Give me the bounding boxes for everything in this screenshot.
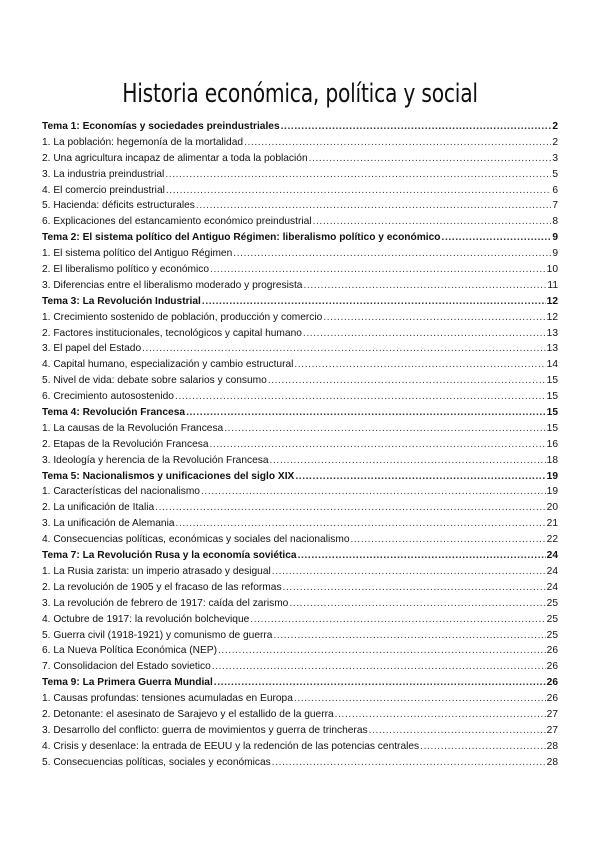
toc-dot-leader (294, 357, 545, 373)
toc-entry-title: 3. La industria preindustrial (42, 168, 165, 180)
toc-page-number: 9 (552, 232, 558, 244)
toc-section-entry[interactable] (42, 500, 558, 516)
toc-page-number: 25 (546, 597, 558, 609)
toc-page-number: 24 (546, 550, 558, 562)
toc-dot-leader (420, 739, 546, 755)
toc-page-number: 27 (546, 724, 558, 736)
toc-section-entry[interactable] (42, 659, 558, 675)
toc-page-number: 8 (552, 216, 558, 228)
toc-entry-title: 1. Causas profundas: tensiones acumuladas en Europa (42, 693, 293, 705)
toc-page-number: 10 (546, 264, 558, 276)
toc-entry-title: 2. El liberalismo político y económico (42, 264, 210, 276)
toc-entry-title: 3. Ideología y herencia de la Revolución Francesa (42, 454, 269, 466)
toc-page-number: 14 (546, 359, 558, 371)
toc-dot-leader (298, 548, 546, 564)
toc-dot-leader (196, 198, 551, 214)
toc-page-number: 13 (546, 327, 558, 339)
toc-entry-title: Tema 2: El sistema político del Antiguo Régimen: liberalismo político y económico (42, 232, 441, 244)
toc-dot-leader (273, 628, 545, 644)
toc-section-entry[interactable] (42, 739, 558, 755)
toc-page-number: 24 (546, 581, 558, 593)
toc-section-entry[interactable] (42, 596, 558, 612)
toc-page-number: 5 (552, 168, 558, 180)
toc-section-entry[interactable] (42, 246, 558, 262)
toc-dot-leader (175, 389, 546, 405)
toc-page-number: 15 (546, 407, 558, 419)
toc-chapter-entry[interactable] (42, 675, 558, 691)
toc-dot-leader (268, 373, 546, 389)
toc-dot-leader (244, 135, 551, 151)
toc-section-entry[interactable] (42, 310, 558, 326)
toc-dot-leader (212, 659, 546, 675)
toc-dot-leader (142, 341, 546, 357)
toc-section-entry[interactable] (42, 437, 558, 453)
toc-dot-leader (202, 294, 546, 310)
toc-entry-title: 2. Detonante: el asesinato de Sarajevo y el estallido de la guerra (42, 708, 334, 720)
toc-entry-title: Tema 9: La Primera Guerra Mundial (42, 677, 213, 689)
toc-section-entry[interactable] (42, 198, 558, 214)
toc-dot-leader (350, 532, 545, 548)
toc-entry-title: Tema 1: Economías y sociedades preindustriales (42, 121, 280, 132)
toc-dot-leader (270, 453, 546, 469)
toc-dot-leader (233, 246, 551, 262)
toc-dot-leader (186, 405, 546, 421)
toc-section-entry[interactable] (42, 516, 558, 532)
toc-chapter-entry[interactable] (42, 469, 558, 485)
toc-section-entry[interactable] (42, 707, 558, 723)
toc-entry-title: Tema 5: Nacionalismos y unificaciones del siglo XIX (42, 470, 295, 482)
toc-dot-leader (303, 278, 546, 294)
toc-page-number: 2 (552, 136, 558, 148)
toc-page-number: 21 (546, 518, 558, 530)
toc-page-number: 22 (546, 534, 558, 546)
toc-entry-title: 7. Consolidacion del Estado sovietico (42, 661, 211, 673)
toc-section-entry[interactable] (42, 151, 558, 167)
toc-dot-leader (201, 484, 546, 500)
toc-section-entry[interactable] (42, 357, 558, 373)
toc-dot-leader (303, 326, 546, 342)
document-title: Historia económica, política y social (122, 79, 478, 109)
toc-dot-leader (283, 580, 546, 596)
toc-chapter-entry[interactable] (42, 405, 558, 421)
toc-section-entry[interactable] (42, 421, 558, 437)
toc-page-number: 26 (546, 677, 558, 689)
toc-section-entry[interactable] (42, 532, 558, 548)
toc-section-entry[interactable] (42, 484, 558, 500)
toc-dot-leader (289, 596, 545, 612)
toc-page-number: 16 (546, 438, 558, 450)
toc-section-entry[interactable] (42, 389, 558, 405)
toc-dot-leader (335, 707, 546, 723)
toc-section-entry[interactable] (42, 612, 558, 628)
toc-section-entry[interactable] (42, 326, 558, 342)
toc-dot-leader (369, 723, 546, 739)
toc-entry-title: 4. Crisis y desenlace: la entrada de EEUU y la redención de las potencias centrales (42, 740, 420, 752)
toc-page-number: 28 (546, 740, 558, 752)
toc-section-entry[interactable] (42, 262, 558, 278)
toc-entry-title: 2. La unificación de Italia (42, 502, 155, 514)
toc-section-entry[interactable] (42, 580, 558, 596)
toc-section-entry[interactable] (42, 643, 558, 659)
toc-entry-title: 2. Una agricultura incapaz de alimentar a toda la población (42, 152, 308, 164)
toc-entry-title: 4. Octubre de 1917: la revolución bolchevique (42, 613, 250, 625)
toc-page-number: 6 (552, 184, 558, 196)
toc-section-entry[interactable] (42, 691, 558, 707)
toc-section-entry[interactable] (42, 214, 558, 230)
toc-page-number: 15 (546, 375, 558, 387)
toc-page-number: 2 (552, 121, 558, 132)
toc-dot-leader (214, 675, 546, 691)
toc-page-number: 26 (546, 693, 558, 705)
table-of-contents (42, 119, 558, 771)
toc-dot-leader (176, 516, 546, 532)
toc-section-entry[interactable] (42, 135, 558, 151)
toc-entry-title: 6. La Nueva Política Económica (NEP) (42, 645, 217, 657)
toc-section-entry[interactable] (42, 278, 558, 294)
toc-entry-title: 6. Crecimiento autosostenido (42, 391, 174, 403)
toc-page-number: 7 (552, 200, 558, 212)
toc-page-number: 25 (546, 629, 558, 641)
toc-dot-leader (281, 119, 552, 135)
toc-dot-leader (323, 310, 545, 326)
toc-entry-title: 4. Capital humano, especialización y cambio estructural (42, 359, 294, 371)
toc-page-number: 15 (546, 422, 558, 434)
toc-chapter-entry[interactable] (42, 548, 558, 564)
toc-page-number: 19 (546, 470, 558, 482)
toc-entry-title: 1. La población: hegemonía de la mortalidad (42, 136, 244, 148)
toc-entry-title: 6. Explicaciones del estancamiento económico preindustrial (42, 216, 312, 228)
toc-entry-title: Tema 7: La Revolución Rusa y la economía soviética (42, 550, 297, 562)
toc-section-entry[interactable] (42, 564, 558, 580)
toc-section-entry[interactable] (42, 723, 558, 739)
toc-dot-leader (166, 183, 551, 199)
toc-entry-title: 1. La causas de la Revolución Francesa (42, 422, 224, 434)
toc-dot-leader (272, 564, 546, 580)
toc-dot-leader (224, 421, 545, 437)
toc-dot-leader (218, 643, 546, 659)
toc-dot-leader (210, 437, 546, 453)
toc-dot-leader (294, 691, 546, 707)
toc-entry-title: 3. La unificación de Alemania (42, 518, 175, 530)
toc-entry-title: 1. Crecimiento sostenido de población, producción y comercio (42, 311, 323, 323)
toc-entry-title: 5. Nivel de vida: debate sobre salarios y consumo (42, 375, 267, 387)
toc-page-number: 3 (552, 152, 558, 164)
toc-page-number: 9 (552, 248, 558, 260)
toc-entry-title: 5. Hacienda: déficits estructurales (42, 200, 195, 212)
toc-page-number: 18 (546, 454, 558, 466)
toc-entry-title: 1. La Rusia zarista: un imperio atrasado y desigual (42, 565, 271, 577)
toc-entry-title: 3. Diferencias entre el liberalismo moderado y progresista (42, 279, 303, 291)
toc-page-number: 19 (546, 486, 558, 498)
toc-page-number: 15 (546, 391, 558, 403)
toc-dot-leader (309, 151, 552, 167)
toc-section-entry[interactable] (42, 341, 558, 357)
toc-dot-leader (165, 167, 551, 183)
toc-page-number: 12 (546, 311, 558, 323)
toc-entry-title: 3. Desarrollo del conflicto: guerra de movimientos y guerra de trincheras (42, 724, 368, 736)
toc-page-number: 24 (546, 565, 558, 577)
toc-entry-title: 5. Consecuencias políticas, sociales y económicas (42, 756, 271, 768)
toc-page-number: 13 (546, 343, 558, 355)
toc-entry-title: Tema 3: La Revolución Industrial (42, 295, 201, 307)
toc-entry-title: 3. La revolución de febrero de 1917: caída del zarismo (42, 597, 289, 609)
toc-page-number: 26 (546, 645, 558, 657)
toc-dot-leader (313, 214, 552, 230)
toc-section-entry[interactable] (42, 453, 558, 469)
toc-entry-title: 4. Consecuencias políticas, económicas y sociales del nacionalismo (42, 534, 350, 546)
toc-dot-leader (155, 500, 546, 516)
toc-chapter-entry[interactable] (42, 119, 558, 135)
toc-dot-leader (295, 469, 545, 485)
toc-dot-leader (442, 230, 552, 246)
toc-section-entry[interactable] (42, 628, 558, 644)
toc-entry-title: 2. La revolución de 1905 y el fracaso de las reformas (42, 581, 282, 593)
toc-chapter-entry[interactable] (42, 294, 558, 310)
toc-dot-leader (250, 612, 545, 628)
toc-entry-title: 1. Características del nacionalismo (42, 486, 200, 498)
toc-dot-leader (210, 262, 546, 278)
toc-entry-title: 4. El comercio preindustrial (42, 184, 165, 196)
toc-section-entry[interactable] (42, 373, 558, 389)
toc-section-entry[interactable] (42, 183, 558, 199)
toc-page-number: 12 (546, 295, 558, 307)
toc-entry-title: 1. El sistema político del Antiguo Régimen (42, 248, 233, 260)
toc-entry-title: Tema 4: Revolución Francesa (42, 407, 186, 419)
toc-page-number: 27 (546, 708, 558, 720)
toc-entry-title: 2. Etapas de la Revolución Francesa (42, 438, 209, 450)
toc-entry-title: 2. Factores institucionales, tecnológicos y capital humano (42, 327, 302, 339)
toc-page-number: 26 (546, 661, 558, 673)
toc-chapter-entry[interactable] (42, 230, 558, 246)
toc-page-number: 25 (546, 613, 558, 625)
toc-page-number: 20 (546, 502, 558, 514)
toc-entry-title: 5. Guerra civil (1918-1921) y comunismo de guerra (42, 629, 273, 641)
toc-page-number: 28 (546, 756, 558, 768)
toc-entry-title: 3. El papel del Estado (42, 343, 142, 355)
toc-section-entry[interactable] (42, 167, 558, 183)
toc-dot-leader (272, 755, 546, 771)
toc-section-entry[interactable] (42, 755, 558, 771)
toc-page-number: 11 (547, 279, 558, 291)
